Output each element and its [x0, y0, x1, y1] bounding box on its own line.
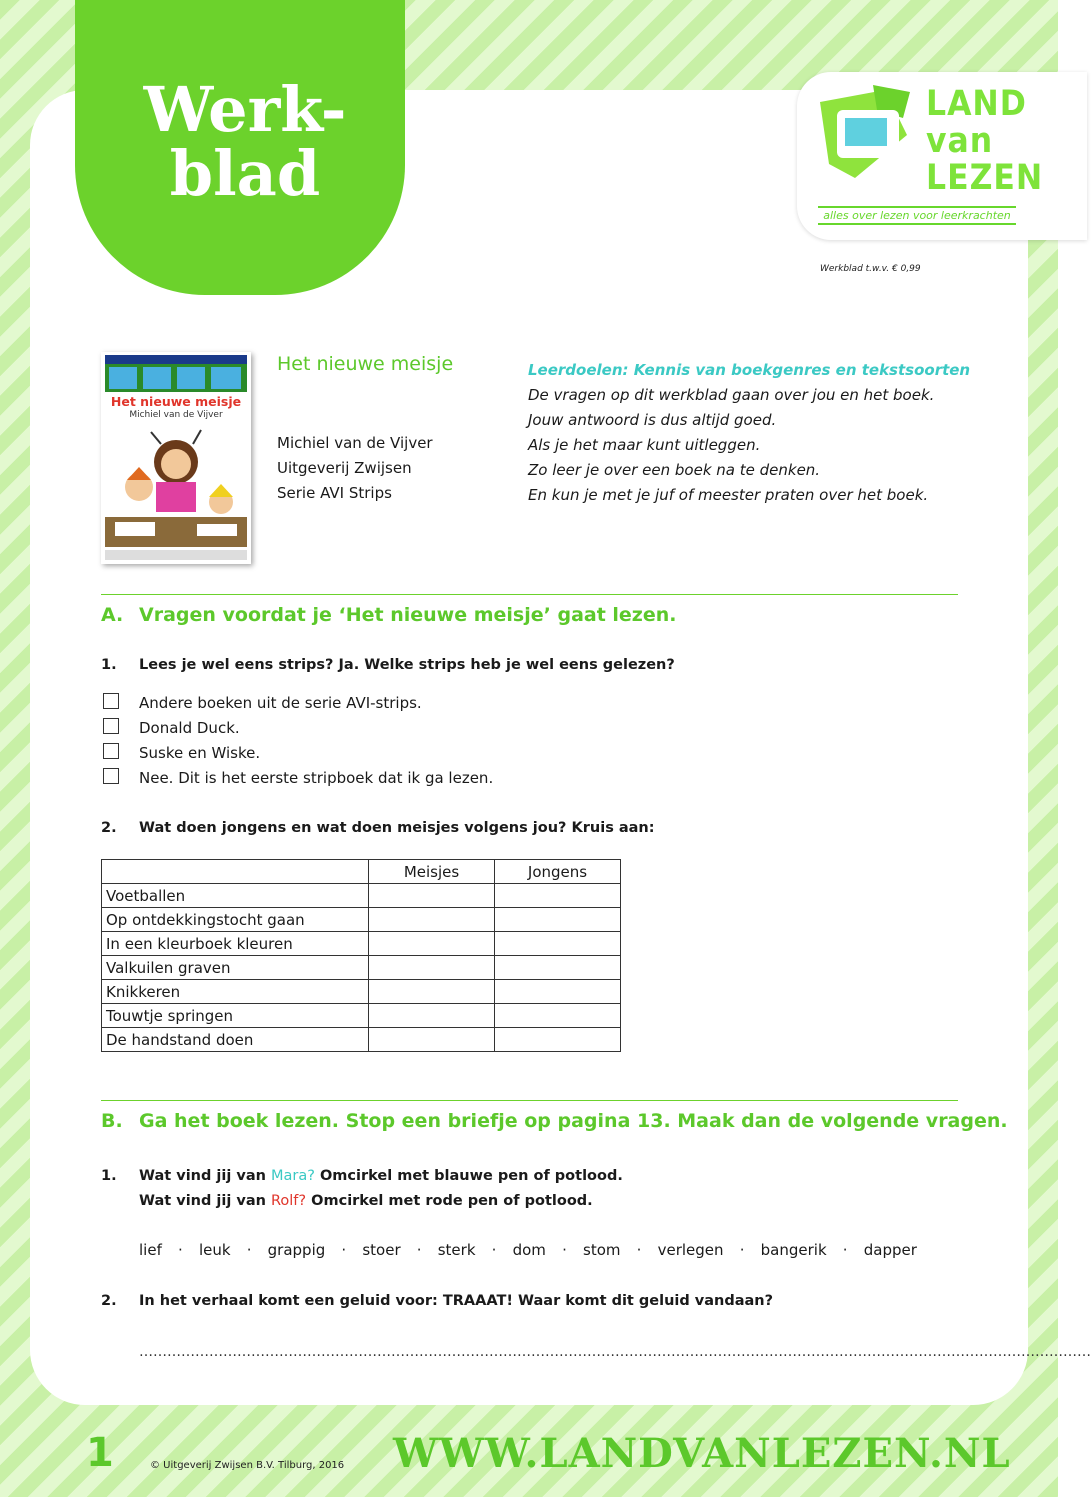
- answer-cell[interactable]: [495, 980, 621, 1004]
- option-suske-wiske[interactable]: Suske en Wiske.: [103, 741, 493, 766]
- answer-line[interactable]: ……………………………………………………………………………………………………………………………………………………………………………………: [139, 1344, 1091, 1360]
- separator: ·: [246, 1241, 252, 1259]
- section-b-heading: B. Ga het boek lezen. Stop een briefje op pagina 13. Maak dan de volgende vragen.: [101, 1110, 1008, 1132]
- goal-line: Als je het maar kunt uitleggen.: [528, 436, 761, 454]
- table-row: Op ontdekkingstocht gaan: [102, 908, 621, 932]
- answer-cell[interactable]: [369, 1004, 495, 1028]
- checkbox[interactable]: [103, 768, 119, 784]
- website-url[interactable]: WWW.LANDVANLEZEN.NL: [393, 1430, 1011, 1477]
- section-a-heading: A. Vragen voordat je ‘Het nieuwe meisje’ gaat lezen.: [101, 604, 677, 626]
- book-series: Serie AVI Strips: [277, 484, 392, 502]
- table-row: Knikkeren: [102, 980, 621, 1004]
- answer-cell[interactable]: [369, 932, 495, 956]
- table-row: In een kleurboek kleuren: [102, 932, 621, 956]
- question-b1: 1. Wat vind jij van Mara? Omcirkel met blauwe pen of potlood.: [101, 1168, 623, 1184]
- cover-title: Het nieuwe meisje: [110, 394, 242, 409]
- separator: ·: [178, 1241, 183, 1259]
- goals-heading: Leerdoelen: Kennis van boekgenres en tekstsoorten: [528, 361, 971, 379]
- question-b1-line2: Wat vind jij van Rolf? Omcirkel met rode pen of potlood.: [139, 1193, 593, 1209]
- answer-cell[interactable]: [369, 956, 495, 980]
- separator: ·: [416, 1241, 422, 1259]
- checkbox[interactable]: [103, 718, 119, 734]
- table-header-row: [102, 860, 621, 884]
- word-option[interactable]: bangerik: [760, 1241, 827, 1259]
- cover-author: Michiel van de Vijver: [129, 410, 223, 420]
- separator: ·: [562, 1241, 567, 1259]
- book-cover: [101, 352, 251, 564]
- question-b2: 2. In het verhaal komt een geluid voor: TRAAAT! Waar komt dit geluid vandaan?: [101, 1293, 774, 1309]
- checkbox-list: [103, 691, 493, 791]
- book-publisher: Uitgeverij Zwijsen: [277, 459, 412, 477]
- book-meta: [277, 431, 433, 506]
- copyright: © Uitgeverij Zwijsen B.V. Tilburg, 2016: [150, 1460, 345, 1471]
- answer-cell[interactable]: [495, 884, 621, 908]
- goal-line: Jouw antwoord is dus altijd goed.: [528, 411, 777, 429]
- activity-table: [101, 859, 621, 1052]
- price-note: Werkblad t.w.v. € 0,99: [820, 264, 921, 274]
- book-author: Michiel van de Vijver: [277, 434, 433, 452]
- answer-cell[interactable]: [495, 908, 621, 932]
- character-mara: Mara?: [270, 1168, 315, 1184]
- separator: ·: [636, 1241, 642, 1259]
- page-title: Werk- blad: [143, 73, 347, 210]
- answer-cell[interactable]: [369, 1028, 495, 1052]
- checkbox[interactable]: [103, 743, 119, 759]
- answer-cell[interactable]: [495, 1004, 621, 1028]
- divider: [101, 594, 958, 595]
- tv-logo-icon: [815, 80, 920, 190]
- goal-line: En kun je met je juf of meester praten over het boek.: [528, 486, 929, 504]
- word-option[interactable]: leuk: [198, 1241, 231, 1259]
- table-row: Valkuilen graven: [102, 956, 621, 980]
- answer-cell[interactable]: [369, 884, 495, 908]
- table-row: Touwtje springen: [102, 1004, 621, 1028]
- question-a2: 2. Wat doen jongens en wat doen meisjes volgens jou? Kruis aan:: [101, 820, 655, 836]
- answer-cell[interactable]: [495, 932, 621, 956]
- separator: ·: [842, 1241, 848, 1259]
- word-option[interactable]: verlegen: [657, 1241, 724, 1259]
- learning-goals: [528, 358, 970, 508]
- logo-wordmark: LAND van LEZEN: [926, 84, 1044, 198]
- word-choices: [139, 1241, 917, 1259]
- page-number: 1: [86, 1430, 114, 1476]
- word-option[interactable]: dom: [512, 1241, 546, 1259]
- answer-cell[interactable]: [495, 1028, 621, 1052]
- option-first-comic[interactable]: Nee. Dit is het eerste stripboek dat ik ga lezen.: [103, 766, 493, 791]
- answer-cell[interactable]: [495, 956, 621, 980]
- answer-cell[interactable]: [369, 980, 495, 1004]
- option-avi-strips[interactable]: Andere boeken uit de serie AVI-strips.: [103, 691, 493, 716]
- word-option[interactable]: grappig: [267, 1241, 326, 1259]
- goal-line: De vragen op dit werkblad gaan over jou en het boek.: [528, 386, 935, 404]
- word-option[interactable]: sterk: [437, 1241, 476, 1259]
- option-donald-duck[interactable]: Donald Duck.: [103, 716, 493, 741]
- word-option[interactable]: stom: [583, 1241, 621, 1259]
- character-rolf: Rolf?: [270, 1193, 307, 1209]
- table-row: Voetballen: [102, 884, 621, 908]
- checkbox[interactable]: [103, 693, 119, 709]
- table-row: De handstand doen: [102, 1028, 621, 1052]
- question-a1: 1. Lees je wel eens strips? Ja. Welke strips heb je wel eens gelezen?: [101, 657, 675, 673]
- book-cover-illustration: [101, 352, 251, 564]
- word-option[interactable]: dapper: [863, 1241, 917, 1259]
- separator: ·: [739, 1241, 745, 1259]
- table-header: Meisjes: [369, 860, 495, 884]
- goal-line: Zo leer je over een boek na te denken.: [528, 461, 821, 479]
- table-header: [102, 860, 369, 884]
- divider: [101, 1100, 958, 1101]
- word-option[interactable]: lief: [139, 1241, 162, 1259]
- separator: ·: [491, 1241, 497, 1259]
- logo-tagline: alles over lezen voor leerkrachten: [818, 206, 1016, 225]
- separator: ·: [341, 1241, 347, 1259]
- word-option[interactable]: stoer: [362, 1241, 401, 1259]
- answer-cell[interactable]: [369, 908, 495, 932]
- table-header: Jongens: [495, 860, 621, 884]
- book-title: Het nieuwe meisje: [277, 353, 454, 375]
